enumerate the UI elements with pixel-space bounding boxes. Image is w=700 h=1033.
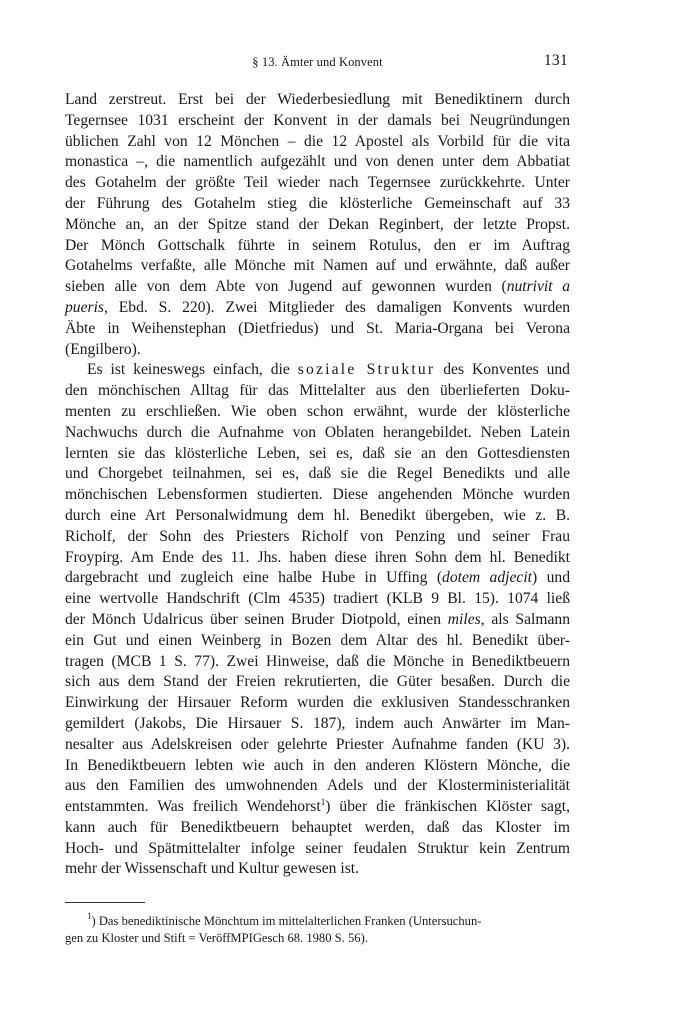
text-run: des Konventes und	[435, 361, 570, 379]
text-line: üblichen Zahl von 12 Mönchen – die 12 Apostel als Vorbild für die vita	[65, 132, 570, 150]
text-run: , Ebd. S. 220). Zwei Mitglieder des damaligen Konvents wurden	[103, 298, 570, 316]
text-line: Hoch- und Spätmittelalter infolge seiner feudalen Struktur kein Zentrum	[65, 839, 570, 857]
text-line: gemildert (Jakobs, Die Hirsauer S. 187), indem auch Anwärter im Man-	[65, 714, 570, 732]
text-line: den mönchischen Alltag für das Mittelalter aus den überlieferten Doku-	[65, 382, 570, 400]
text-run: dargebracht und zugleich eine halbe Hube in Uffing (	[65, 569, 443, 587]
text-line	[65, 568, 570, 589]
latin-quote: pueris	[65, 298, 104, 316]
text-line: monastica –, die namentlich aufgezählt und von denen unter dem Abbatiat	[65, 153, 570, 171]
footnote	[65, 913, 570, 947]
text-line: Nachwuchs durch die Aufnahme von Oblaten herangebildet. Neben Latein	[65, 423, 570, 441]
text-line: Der Mönch Gottschalk führte in seinem Rotulus, den er im Auftrag	[65, 236, 570, 254]
text-line: des Gotahelm der größte Teil wieder nach Tegernsee zurückkehrte. Unter	[65, 174, 570, 192]
book-page	[65, 52, 570, 947]
text-run: , als Salmann	[480, 610, 571, 628]
latin-term: miles	[447, 610, 481, 628]
text-line: aus den Familien des umwohnenden Adels und der Klosterministerialität	[65, 777, 570, 795]
text-run: ) über die fränkischen Klöster sagt,	[325, 798, 570, 816]
text-line: menten zu erschließen. Wie oben schon erwähnt, wurde der klösterliche	[65, 402, 570, 420]
footnote-divider	[65, 902, 145, 903]
text-line: Froypirg. Am Ende des 11. Jhs. haben diese ihren Sohn dem hl. Benedikt	[65, 548, 570, 566]
text-run: sieben alle von dem Abte von Jugend auf gewonnen wurden (	[65, 278, 507, 296]
text-line: tragen (MCB 1 S. 77). Zwei Hinweise, daß die Mönche in Benediktbeuern	[65, 652, 570, 670]
text-line: ein Gut und einen Weinberg in Bozen dem Altar des hl. Benedikt über-	[65, 631, 570, 649]
page-number: 131	[543, 52, 568, 69]
running-head	[65, 52, 570, 76]
emphasized-term: soziale Struktur	[297, 361, 436, 379]
paragraph-2	[65, 360, 570, 880]
text-line: mönchischen Lebensformen studierten. Diese angehenden Mönche wurden	[65, 486, 570, 504]
paragraph-1	[65, 90, 570, 360]
text-line: (Engilbero).	[65, 340, 141, 358]
latin-quote: nutrivit a	[506, 278, 571, 296]
running-title: § 13. Ämter und Konvent	[252, 55, 383, 69]
footnote-line: gen zu Kloster und Stift = VeröffMPIGesch 68. 1980 S. 56).	[65, 931, 368, 946]
text-run: ) Das benediktinische Mönchtum im mittelalterlichen Franken (Untersuchun-	[91, 914, 482, 929]
body-text	[65, 90, 570, 880]
text-line	[65, 797, 570, 818]
text-line: lernten sie das klösterliche Leben, sei es, daß sie an den Gottesdiensten	[65, 444, 570, 462]
text-line	[65, 298, 570, 319]
text-line: Tegernsee 1031 erscheint der Konvent in der damals bei Neugründungen	[65, 111, 570, 129]
text-line: Land zerstreut. Erst bei der Wiederbesiedlung mit Benediktinern durch	[65, 91, 570, 108]
text-run: entstammten. Was freilich Wendehorst	[65, 798, 321, 816]
text-line: mehr der Wissenschaft und Kultur gewesen ist.	[65, 860, 359, 878]
text-line: und Chorgebet teilnahmen, sei es, daß sie die Regel Benedikts und alle	[65, 465, 570, 483]
text-line	[65, 360, 570, 381]
text-line: nesalter aus Adelskreisen oder gelehrte Priester Aufnahme fanden (KU 3).	[65, 735, 570, 753]
text-line	[65, 277, 570, 298]
text-run: Es ist keineswegs einfach, die	[87, 361, 298, 379]
text-line: eine wertvolle Handschrift (Clm 4535) tradiert (KLB 9 Bl. 15). 1074 ließ	[65, 590, 570, 608]
footnote-line	[65, 913, 570, 930]
text-line: Einwirkung der Hirsauer Reform wurden die exklusiven Standesschranken	[65, 694, 570, 712]
text-run: der Mönch Udalricus über seinen Bruder Diotpold, einen	[65, 610, 448, 628]
text-line: durch eine Art Personalwidmung dem hl. Benedikt übergeben, wie z. B.	[65, 506, 570, 524]
text-run: ) und	[531, 569, 570, 587]
text-line: sich aus dem Stand der Freien rekrutierten, die Güter besaßen. Durch die	[65, 673, 570, 691]
text-line: In Benediktbeuern lebten wie auch in den anderen Klöstern Mönche, die	[65, 756, 570, 774]
text-line: der Führung des Gotahelm stieg die klösterliche Gemeinschaft auf 33	[65, 194, 570, 212]
text-line: Mönche an, an der Spitze stand der Dekan Reginbert, der letzte Propst.	[65, 215, 570, 233]
text-line: Gotahelms verfaßte, alle Mönche mit Namen auf und erwähnte, daß außer	[65, 257, 570, 275]
footnote-reference[interactable]: 1	[320, 797, 326, 808]
footnote-marker: 1	[87, 911, 92, 922]
text-line: Äbte in Weihenstephan (Dietfriedus) und St. Maria-Organa bei Verona	[65, 319, 570, 337]
latin-quote: dotem adjecit	[442, 569, 532, 587]
text-line	[65, 610, 570, 631]
text-line: Richolf, der Sohn des Priesters Richolf von Penzing und seiner Frau	[65, 527, 570, 545]
text-line: kann auch für Benediktbeuern behauptet werden, daß das Kloster im	[65, 818, 570, 836]
